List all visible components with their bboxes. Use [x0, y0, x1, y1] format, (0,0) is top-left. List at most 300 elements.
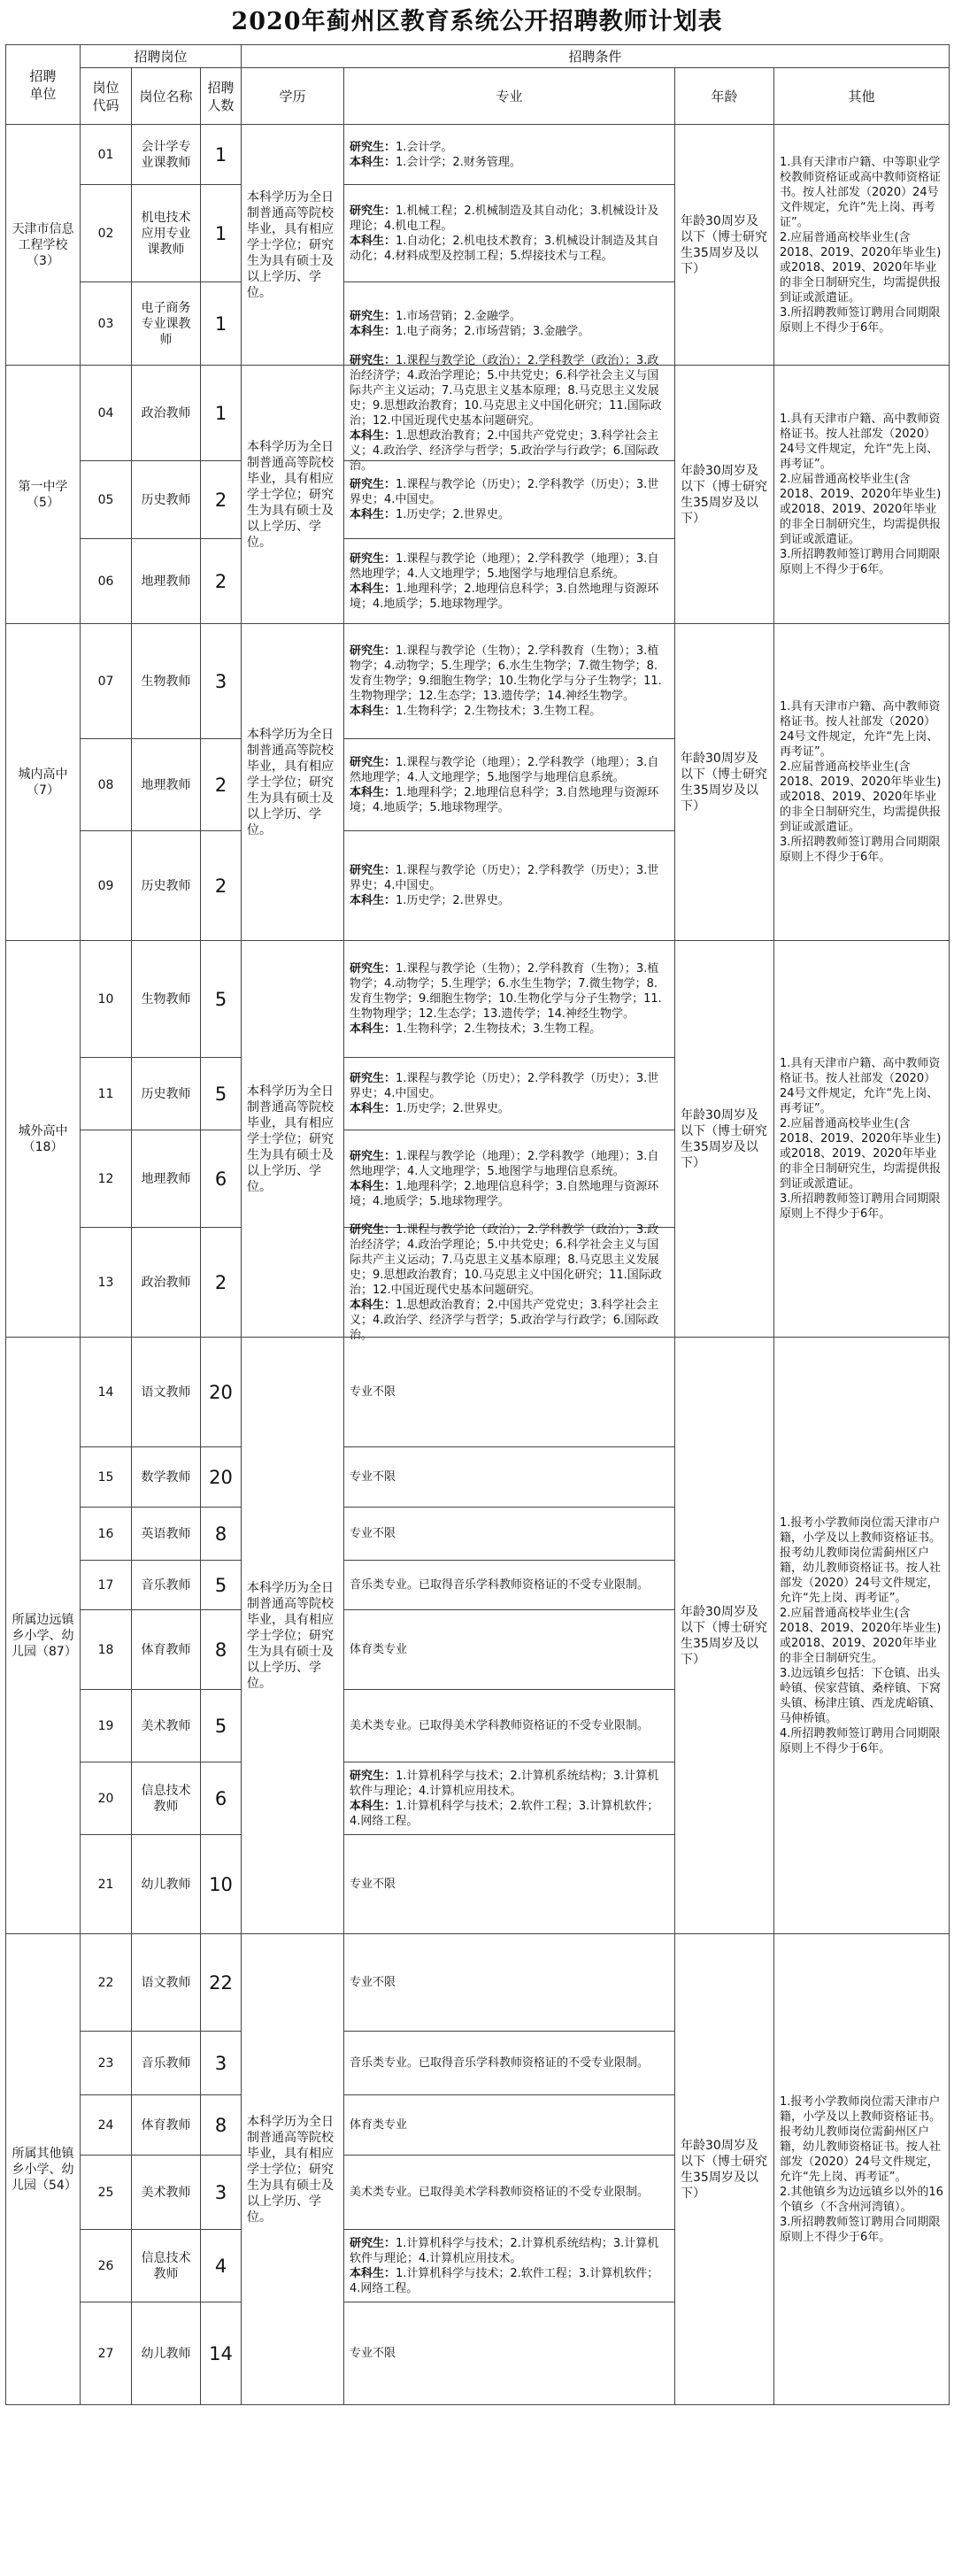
position-name	[131, 460, 201, 539]
position-code-text: 01	[97, 147, 114, 162]
position-count-text: 2	[214, 875, 227, 897]
education-requirement-text: 本科学历为全日制普通高等院校毕业，具有相应学士学位；研究生为具有硕士及以上学历、学位。	[247, 1084, 334, 1194]
position-count-text: 22	[209, 1971, 233, 1994]
position-code	[80, 1446, 132, 1508]
position-code	[80, 282, 132, 366]
header-position-group	[80, 44, 242, 68]
position-code-text: 14	[97, 1384, 114, 1400]
position-code-text: 22	[97, 1975, 114, 1990]
degree-label: 研究生：	[350, 644, 396, 658]
unit-name	[5, 1337, 81, 1934]
position-code	[80, 184, 132, 282]
position-count	[200, 460, 242, 539]
position-name-text: 音乐教师	[141, 2055, 191, 2071]
position-count	[200, 1337, 242, 1447]
position-code	[80, 1337, 132, 1447]
position-major	[343, 738, 675, 831]
position-code	[80, 830, 132, 941]
position-major	[343, 2155, 675, 2230]
position-major	[343, 1689, 675, 1762]
position-count	[200, 1507, 242, 1561]
position-count	[200, 2229, 242, 2302]
position-code	[80, 1933, 132, 2032]
age-requirement-text: 年龄30周岁及以下（博士研究生35周岁及以下）	[681, 2138, 767, 2201]
degree-label: 研究生：	[350, 755, 396, 769]
other-requirements-text: 1.具有天津市户籍、中等职业学校教师资格证或高中教师资格证书。按人社部发（2020）24号文件规定，允许“先上岗、再考证”。	[780, 155, 942, 229]
position-count	[200, 623, 242, 739]
position-name	[131, 1933, 201, 2032]
unit-name	[5, 623, 81, 941]
unit-name	[5, 124, 81, 366]
degree-label: 研究生：	[350, 478, 396, 491]
position-major-text: 研究生：1.课程与教学论（地理）；2.学科教学（地理）；3.自然地理学；4.人文地理学；5.地图学与地理信息系统。	[350, 1149, 659, 1178]
position-code	[80, 1227, 132, 1338]
position-name	[131, 1560, 201, 1610]
position-name	[131, 1337, 201, 1447]
position-major-text: 本科生：1.计算机科学与技术；2.软件工程；3.计算机软件；4.网络工程。	[350, 1799, 659, 1828]
position-name-text: 信息技术教师	[141, 2250, 191, 2281]
education-requirement	[241, 124, 344, 366]
position-major-text: 本科生：1.生物科学；2.生物技术；3.生物工程。	[350, 705, 602, 718]
position-name	[131, 282, 201, 366]
position-major-text: 本科生：1.历史学；2.世界史。	[350, 508, 510, 521]
position-code-text: 27	[97, 2346, 114, 2361]
education-requirement	[241, 940, 344, 1338]
position-count-text: 10	[209, 1873, 233, 1895]
position-major-text: 研究生：1.课程与教学论（历史）；2.学科教学（历史）；3.世界史；4.中国史。	[350, 1072, 659, 1100]
position-name	[131, 184, 201, 282]
position-count-text: 3	[214, 2052, 227, 2074]
other-requirements-text: 1.报考小学教师岗位需天津市户籍，小学及以上教师资格证书。报考幼儿教师岗位需蓟州区户籍，幼儿教师资格证书。按人社部发（2020）24号文件规定，允许“先上岗、再考证”。	[780, 1516, 942, 1605]
position-major	[343, 2229, 675, 2302]
education-requirement	[241, 1933, 344, 2405]
position-major-text: 本科生：1.地理科学；2.地理信息科学；3.自然地理与资源环境；4.地质学；5.地球物理学。	[350, 1179, 659, 1208]
position-name	[131, 124, 201, 185]
position-code	[80, 460, 132, 539]
position-code-text: 25	[97, 2185, 114, 2200]
position-code-text: 08	[97, 777, 114, 792]
position-major	[343, 623, 675, 739]
degree-label: 本科生：	[350, 705, 396, 718]
position-major-text: 专业不限	[350, 1470, 396, 1484]
position-major-text: 本科生：1.计算机科学与技术；2.软件工程；3.计算机软件；4.网络工程。	[350, 2266, 659, 2295]
unit-name	[5, 1933, 81, 2405]
position-code-text: 17	[97, 1577, 114, 1593]
position-name	[131, 940, 201, 1058]
position-name-text: 历史教师	[141, 492, 191, 507]
education-requirement	[241, 365, 344, 624]
position-code-text: 19	[97, 1718, 114, 1733]
position-name	[131, 1689, 201, 1762]
age-requirement	[674, 365, 774, 624]
position-major-text: 研究生：1.课程与教学论（生物）；2.学科教育（生物）；3.植物学；4.动物学；5.生理学；6.水生生物学；7.微生物学；8.发育生物学；9.细胞生物学；10.生物化学与分子生物学；11.生物物理学；12.生态学；13.遗传学；14.神经生物学。	[350, 962, 662, 1021]
position-major-text: 研究生：1.课程与教学论（政治）；2.学科教学（政治）；3.政治经济学；4.政治学理论；5.中共党史；6.科学社会主义与国际共产主义运动；7.马克思主义基本原理；8.马克思主义发展史；9.思想政治教育；10.马克思主义中国化研究；11.国际政治；12.中国近现代史基本问题研究。	[350, 353, 662, 428]
position-code-text: 18	[97, 1642, 114, 1657]
education-requirement-text: 本科学历为全日制普通高等院校毕业，具有相应学士学位；研究生为具有硕士及以上学历、学位。	[247, 1580, 334, 1691]
position-name-text: 地理教师	[141, 777, 191, 792]
position-code	[80, 1130, 132, 1228]
degree-label: 研究生：	[350, 962, 396, 976]
position-count-text: 1	[214, 222, 227, 244]
position-major-text: 研究生：1.课程与教学论（生物）；2.学科教育（生物）；3.植物学；4.动物学；5.生理学；6.水生生物学；7.微生物学；8.发育生物学；9.细胞生物学；10.生物化学与分子生物学；11.生物物理学；12.生态学；13.遗传学；14.神经生物学。	[350, 644, 662, 703]
position-code	[80, 1689, 132, 1762]
header-count-text: 人数	[207, 96, 235, 113]
other-requirements-text: 2.应届普通高校毕业生(含2018、2019、2020年毕业生)或2018、2019、2020年毕业的非全日制研究生。	[780, 1606, 942, 1665]
header-count	[200, 67, 242, 125]
age-requirement	[674, 940, 774, 1338]
position-count-text: 1	[214, 143, 227, 166]
position-major	[343, 1609, 675, 1690]
position-name-text: 历史教师	[141, 878, 191, 893]
header-unit	[5, 44, 81, 125]
position-major-text: 美术类专业。已取得美术学科教师资格证的不受专业限制。	[350, 2186, 650, 2199]
document-title: 2020年蓟州区教育系统公开招聘教师计划表	[231, 8, 723, 35]
position-name	[131, 1130, 201, 1228]
position-count-text: 20	[209, 1466, 233, 1488]
header-code	[80, 67, 132, 125]
education-requirement-text: 本科学历为全日制普通高等院校毕业，具有相应学士学位；研究生为具有硕士及以上学历、学位。	[247, 189, 334, 300]
header-edu	[241, 67, 344, 125]
position-major-text: 研究生：1.机械工程；2.机械制造及其自动化；3.机械设计及理论；4.机电工程。	[350, 204, 659, 233]
position-name-text: 地理教师	[141, 574, 191, 589]
age-requirement-text: 年龄30周岁及以下（博士研究生35周岁及以下）	[681, 213, 767, 276]
position-code	[80, 1762, 132, 1835]
position-code	[80, 1507, 132, 1561]
position-name-text: 会计学专业课教师	[141, 139, 191, 170]
degree-label: 本科生：	[350, 155, 396, 169]
header-age	[674, 67, 774, 125]
degree-label: 研究生：	[350, 2236, 396, 2250]
position-count-text: 8	[214, 1639, 227, 1661]
position-count-text: 5	[214, 1083, 227, 1105]
other-requirements-text: 3.所招聘教师签订聘用合同期限原则上不得少于6年。	[780, 548, 941, 576]
degree-label: 本科生：	[350, 508, 396, 521]
position-code-text: 04	[97, 405, 114, 420]
position-major	[343, 1560, 675, 1610]
other-requirements-text: 1.具有天津市户籍、高中教师资格证书。按人社部发（2020）24号文件规定，允许“先上岗、再考证”。	[780, 700, 941, 759]
position-count	[200, 1227, 242, 1338]
position-count	[200, 538, 242, 624]
position-count	[200, 1689, 242, 1762]
position-major-text: 研究生：1.课程与教学论（历史）；2.学科教学（历史）；3.世界史；4.中国史。	[350, 864, 659, 892]
other-requirements-text: 3.所招聘教师签订聘用合同期限原则上不得少于6年。	[780, 2215, 941, 2244]
position-code	[80, 623, 132, 739]
age-requirement-text: 年龄30周岁及以下（博士研究生35周岁及以下）	[681, 463, 767, 526]
position-major-text: 美术类专业。已取得美术学科教师资格证的不受专业限制。	[350, 1719, 650, 1732]
position-major-text: 音乐类专业。已取得音乐学科教师资格证的不受专业限制。	[350, 1578, 650, 1592]
position-count-text: 2	[214, 489, 227, 511]
unit-name-text: 所属其他镇乡小学、幼儿园（54）	[12, 2146, 77, 2193]
position-code	[80, 538, 132, 624]
header-name-text: 岗位名称	[139, 88, 193, 104]
education-requirement	[241, 623, 344, 941]
degree-label: 本科生：	[350, 582, 396, 596]
age-requirement-text: 年龄30周岁及以下（博士研究生35周岁及以下）	[681, 1604, 767, 1667]
position-major-text: 本科生：1.生物科学；2.生物技术；3.生物工程。	[350, 1022, 602, 1036]
position-major-text: 本科生：1.思想政治教育；2.中国共产党党史；3.科学社会主义；4.政治学、经济学与哲学；5.政治学与行政学；6.国际政治。	[350, 428, 659, 473]
degree-label: 本科生：	[350, 2266, 396, 2280]
position-major	[343, 2094, 675, 2156]
position-major-text: 本科生：1.思想政治教育；2.中国共产党党史；3.科学社会主义；4.政治学、经济学与哲学；5.政治学与行政学；6.国际政治。	[350, 1298, 659, 1342]
position-count	[200, 2155, 242, 2230]
header-code-text: 岗位	[92, 79, 119, 96]
other-requirements	[773, 623, 950, 941]
header-name	[131, 67, 201, 125]
degree-label: 研究生：	[350, 140, 396, 154]
position-major-text: 体育类专业	[350, 2118, 408, 2132]
other-requirements-text: 1.报考小学教师岗位需天津市户籍，小学及以上教师资格证书。报考幼儿教师岗位需蓟州区户籍，幼儿教师资格证书。按人社部发（2020）24号文件规定，允许“先上岗、再考证”。	[780, 2094, 942, 2184]
header-unit-text: 单位	[29, 85, 57, 102]
header-major-text: 专业	[496, 88, 523, 104]
position-code-text: 02	[97, 226, 114, 241]
degree-label: 本科生：	[350, 234, 396, 248]
position-major-text: 本科生：1.地理科学；2.地理信息科学；3.自然地理与资源环境；4.地质学；5.地球物理学。	[350, 785, 659, 814]
unit-name-text: 天津市信息工程学校（3）	[12, 221, 74, 268]
degree-label: 研究生：	[350, 1072, 396, 1085]
position-code	[80, 2302, 132, 2405]
position-major-text: 专业不限	[350, 1878, 396, 1891]
position-name	[131, 2229, 201, 2302]
other-requirements-text: 3.所招聘教师签订聘用合同期限原则上不得少于6年。	[780, 836, 941, 864]
position-major	[343, 1507, 675, 1561]
header-other-text: 其他	[848, 88, 875, 104]
header-unit-text: 招聘	[29, 67, 57, 84]
position-code	[80, 2155, 132, 2230]
position-major-text: 研究生：1.课程与教学论（地理）；2.学科教学（地理）；3.自然地理学；4.人文地理学；5.地图学与地理信息系统。	[350, 755, 659, 784]
position-major	[343, 1933, 675, 2032]
unit-name	[5, 365, 81, 624]
position-name-text: 地理教师	[141, 1171, 191, 1186]
degree-label: 本科生：	[350, 785, 396, 799]
education-requirement-text: 本科学历为全日制普通高等院校毕业，具有相应学士学位；研究生为具有硕士及以上学历、学位。	[247, 727, 334, 837]
position-code	[80, 2031, 132, 2095]
position-major	[343, 353, 675, 473]
position-major	[343, 1130, 675, 1228]
position-name	[131, 1446, 201, 1508]
position-count	[200, 2094, 242, 2156]
other-requirements-text: 2.其他镇乡为边远镇乡以外的16个镇乡（不含州河湾镇）。	[780, 2185, 943, 2214]
position-major	[343, 1222, 675, 1342]
position-count	[200, 1834, 242, 1934]
degree-label: 本科生：	[350, 1102, 396, 1115]
position-code	[80, 940, 132, 1058]
position-major-text: 本科生：1.自动化；2.机电技术教育；3.机械设计制造及其自动化；4.材料成型及控制工程；5.焊接技术与工程。	[350, 234, 659, 263]
position-count-text: 4	[214, 2255, 227, 2277]
position-code-text: 15	[97, 1469, 114, 1485]
degree-label: 研究生：	[350, 353, 396, 367]
unit-name	[5, 940, 81, 1338]
degree-label: 本科生：	[350, 1022, 396, 1036]
position-name-text: 历史教师	[141, 1086, 191, 1101]
position-name-text: 体育教师	[141, 2117, 191, 2133]
header-position-group-text: 招聘岗位	[134, 48, 188, 65]
position-name-text: 英语教师	[141, 1526, 191, 1541]
other-requirements	[773, 1337, 950, 1934]
position-major-text: 本科生：1.历史学；2.世界史。	[350, 1102, 510, 1115]
position-major	[343, 2302, 675, 2405]
position-count-text: 2	[214, 1271, 227, 1293]
header-count-text: 招聘	[207, 79, 235, 96]
position-count	[200, 365, 242, 461]
header-edu-text: 学历	[279, 88, 306, 104]
position-major	[343, 1057, 675, 1130]
position-count	[200, 1130, 242, 1228]
position-major	[343, 1446, 675, 1508]
age-requirement	[674, 1933, 774, 2405]
position-major	[343, 538, 675, 624]
degree-label: 研究生：	[350, 1222, 396, 1237]
position-count-text: 2	[214, 570, 227, 592]
position-code-text: 20	[97, 1791, 114, 1806]
position-count-text: 3	[214, 670, 227, 692]
position-count	[200, 1446, 242, 1508]
position-count-text: 5	[214, 1715, 227, 1737]
other-requirements-text: 2.应届普通高校毕业生(含2018、2019、2020年毕业生)或2018、2019、2020年毕业的非全日制研究生，均需提供报到证或派遣证。	[780, 473, 942, 546]
position-count	[200, 830, 242, 941]
other-requirements-text: 2.应届普通高校毕业生(含2018、2019、2020年毕业生)或2018、2019、2020年毕业的非全日制研究生，均需提供报到证或派遣证。	[780, 1117, 942, 1191]
position-major	[343, 460, 675, 539]
position-count-text: 5	[214, 988, 227, 1010]
position-major	[343, 1834, 675, 1934]
position-name-text: 幼儿教师	[141, 2346, 191, 2361]
position-name-text: 数学教师	[141, 1469, 191, 1485]
position-name-text: 体育教师	[141, 1642, 191, 1657]
degree-label: 研究生：	[350, 204, 396, 218]
position-name	[131, 2094, 201, 2156]
position-code-text: 11	[97, 1086, 114, 1101]
position-code	[80, 1834, 132, 1934]
position-count-text: 6	[214, 1168, 227, 1190]
other-requirements	[773, 124, 950, 366]
degree-label: 本科生：	[350, 1179, 396, 1193]
position-major-text: 研究生：1.市场营销；2.金融学。	[350, 309, 521, 323]
unit-name-text: 第一中学（5）	[18, 479, 68, 510]
position-count	[200, 1762, 242, 1835]
degree-label: 本科生：	[350, 324, 396, 338]
position-count	[200, 1933, 242, 2032]
position-code-text: 07	[97, 674, 114, 689]
position-name-text: 美术教师	[141, 2185, 191, 2200]
position-major	[343, 2031, 675, 2095]
position-code-text: 10	[97, 991, 114, 1006]
position-major-text: 本科生：1.历史学；2.世界史。	[350, 894, 510, 907]
degree-label: 研究生：	[350, 1769, 396, 1783]
position-name	[131, 2302, 201, 2405]
degree-label: 研究生：	[350, 1149, 396, 1163]
position-code	[80, 1560, 132, 1610]
other-requirements-text: 3.边远镇乡包括：下仓镇、出头岭镇、侯家营镇、桑梓镇、下窝头镇、杨津庄镇、西龙虎峪镇、马伸桥镇。	[780, 1666, 942, 1725]
position-count-text: 1	[214, 312, 227, 335]
position-name-text: 电子商务专业课教师	[141, 300, 191, 347]
unit-name-text: 城外高中（18）	[18, 1123, 68, 1154]
position-major-text: 研究生：1.计算机科学与技术；2.计算机系统结构；3.计算机软件与理论；4.计算机应用技术。	[350, 1769, 659, 1798]
position-name	[131, 1834, 201, 1934]
position-major-text: 专业不限	[350, 1976, 396, 1989]
position-count	[200, 1560, 242, 1610]
position-name-text: 机电技术应用专业课教师	[141, 210, 191, 257]
unit-name-text: 城内高中（7）	[18, 767, 68, 798]
degree-label: 本科生：	[350, 428, 396, 443]
position-count	[200, 1609, 242, 1690]
degree-label: 本科生：	[350, 894, 396, 907]
position-code-text: 12	[97, 1171, 114, 1186]
position-count	[200, 2302, 242, 2405]
position-name	[131, 623, 201, 739]
position-major	[343, 1337, 675, 1447]
position-code	[80, 1609, 132, 1690]
position-count	[200, 1057, 242, 1130]
position-name-text: 生物教师	[141, 674, 191, 689]
position-major-text: 专业不限	[350, 1527, 396, 1540]
position-code	[80, 1057, 132, 1130]
position-name	[131, 1227, 201, 1338]
position-code	[80, 2229, 132, 2302]
other-requirements-text: 1.具有天津市户籍、高中教师资格证书。按人社部发（2020）24号文件规定，允许“先上岗、再考证”。	[780, 1057, 941, 1115]
header-conditions	[241, 44, 950, 68]
header-code-text: 代码	[92, 96, 119, 113]
position-major-text: 本科生：1.地理科学；2.地理信息科学；3.自然地理与资源环境；4.地质学；5.地球物理学。	[350, 582, 659, 611]
position-code	[80, 738, 132, 831]
position-code	[80, 365, 132, 461]
degree-label: 本科生：	[350, 1799, 396, 1813]
position-count-text: 14	[209, 2342, 233, 2364]
position-major-text: 体育类专业	[350, 1643, 408, 1656]
position-major	[343, 830, 675, 941]
age-requirement	[674, 623, 774, 941]
age-requirement	[674, 1337, 774, 1934]
header-major	[343, 67, 675, 125]
other-requirements	[773, 365, 950, 624]
education-requirement-text: 本科学历为全日制普通高等院校毕业，具有相应学士学位；研究生为具有硕士及以上学历、学位。	[247, 439, 334, 550]
position-name-text: 政治教师	[141, 1275, 191, 1290]
age-requirement-text: 年龄30周岁及以下（博士研究生35周岁及以下）	[681, 1107, 767, 1170]
position-count	[200, 940, 242, 1058]
position-name	[131, 2031, 201, 2095]
position-code-text: 09	[97, 878, 114, 893]
position-code-text: 23	[97, 2055, 114, 2071]
position-count	[200, 282, 242, 366]
position-code-text: 05	[97, 492, 114, 507]
position-major-text: 本科生：1.电子商务；2.市场营销；3.金融学。	[350, 324, 590, 338]
degree-label: 研究生：	[350, 309, 396, 323]
other-requirements-text: 2.应届普通高校毕业生(含2018、2019、2020年毕业生)或2018、2019、2020年毕业的非全日制研究生，均需提供报到证或派遣证。	[780, 760, 942, 834]
position-count-text: 1	[214, 402, 227, 424]
position-name	[131, 830, 201, 941]
unit-name-text: 所属边远镇乡小学、幼儿园（87）	[12, 1612, 77, 1659]
position-name-text: 生物教师	[141, 991, 191, 1006]
position-code-text: 26	[97, 2258, 114, 2273]
other-requirements-text: 2.应届普通高校毕业生(含2018、2019、2020年毕业生)或2018、2019、2020年毕业的非全日制研究生，均需提供报到证或派遣证。	[780, 230, 942, 305]
position-major-text: 研究生：1.会计学。	[350, 140, 453, 154]
position-count-text: 8	[214, 2114, 227, 2136]
header-conditions-text: 招聘条件	[568, 48, 622, 65]
education-requirement	[241, 1337, 344, 1934]
position-major	[343, 940, 675, 1058]
position-name-text: 语文教师	[141, 1384, 191, 1400]
position-major-text: 专业不限	[350, 2347, 396, 2360]
position-major-text: 研究生：1.计算机科学与技术；2.计算机系统结构；3.计算机软件与理论；4.计算机应用技术。	[350, 2236, 659, 2265]
age-requirement-text: 年龄30周岁及以下（博士研究生35周岁及以下）	[681, 751, 767, 814]
header-age-text: 年龄	[711, 88, 738, 104]
position-count	[200, 2031, 242, 2095]
position-name	[131, 1609, 201, 1690]
other-requirements	[773, 940, 950, 1338]
position-code-text: 16	[97, 1526, 114, 1541]
other-requirements-text: 3.所招聘教师签订聘用合同期限原则上不得少于6年。	[780, 305, 941, 335]
position-count	[200, 124, 242, 185]
position-count	[200, 184, 242, 282]
position-major-text: 音乐类专业。已取得音乐学科教师资格证的不受专业限制。	[350, 2056, 650, 2070]
